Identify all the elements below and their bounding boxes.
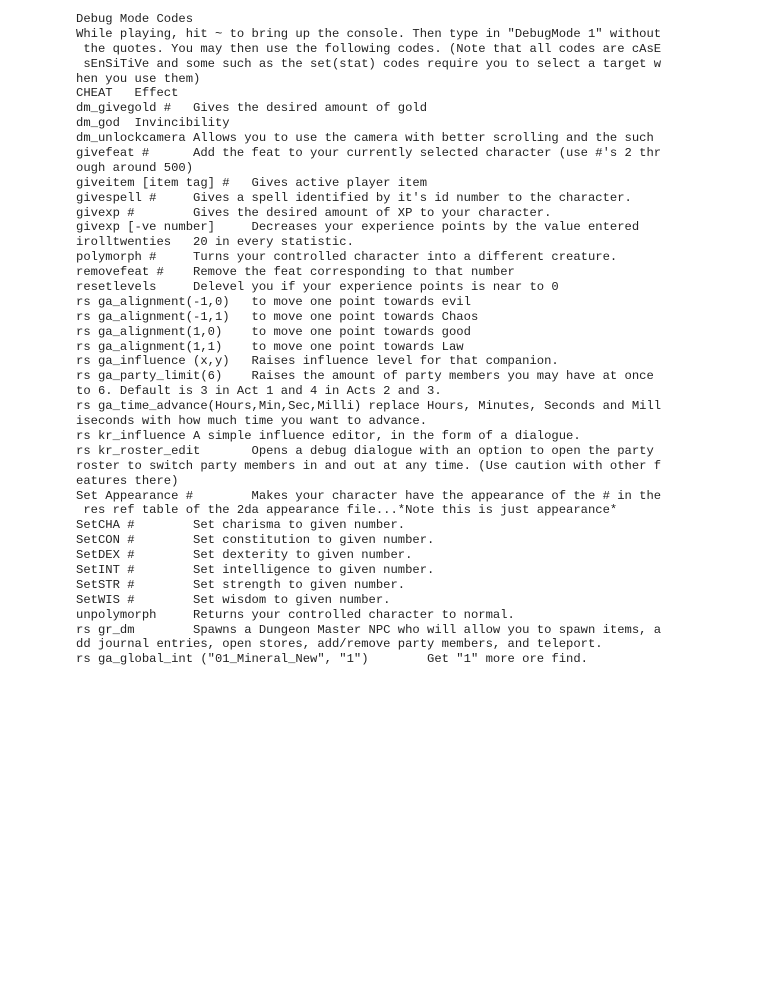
text-line: givexp [-ve number] Decreases your experience points by the value entered [76,220,640,235]
text-line: dm_unlockcamera Allows you to use the camera with better scrolling and the such [76,131,654,146]
text-line: SetDEX # Set dexterity to given number. [76,548,413,563]
text-line: dm_god Invincibility [76,116,230,131]
text-line: irolltwenties 20 in every statistic. [76,235,354,250]
text-line: unpolymorph Returns your controlled character to normal. [76,607,515,622]
text-line: givexp # Gives the desired amount of XP to your character. [76,205,552,220]
text-line: roster to switch party members in and out at any time. (Use caution with other f [76,458,662,473]
text-line: removefeat # Remove the feat corresponding to that number [76,265,515,280]
text-line: SetCON # Set constitution to given number. [76,533,435,548]
text-line: SetCHA # Set charisma to given number. [76,518,406,533]
text-line: polymorph # Turns your controlled character into a different creature. [76,250,618,265]
text-line: CHEAT Effect [76,86,179,101]
text-line: eatures there) [76,473,179,488]
text-line: rs ga_alignment(-1,0) to move one point towards evil [76,294,471,309]
text-line: hen you use them) [76,71,201,86]
document-title: Debug Mode Codes [76,12,194,26]
text-line: SetINT # Set intelligence to given number. [76,562,435,577]
text-line: rs ga_party_limit(6) Raises the amount of party members you may have at once [76,369,654,384]
text-line: to 6. Default is 3 in Act 1 and 4 in Acts 2 and 3. [76,384,442,399]
text-line: sEnSiTiVe and some such as the set(stat) codes require you to select a target w [76,56,662,71]
text-line: rs ga_alignment(1,1) to move one point towards Law [76,339,464,354]
text-line: givespell # Gives a spell identified by it's id number to the character. [76,190,632,205]
text-line: dm_givegold # Gives the desired amount of gold [76,101,428,116]
text-line: ough around 500) [76,160,194,175]
text-line: dd journal entries, open stores, add/remove party members, and teleport. [76,637,603,652]
text-line: giveitem [item tag] # Gives active player item [76,175,428,190]
text-line: rs ga_alignment(-1,1) to move one point towards Chaos [76,309,479,324]
text-line: rs ga_alignment(1,0) to move one point towards good [76,324,471,339]
text-line: rs ga_global_int ("01_Mineral_New", "1") Get "1" more ore find. [76,652,588,667]
text-line: givefeat # Add the feat to your currently selected character (use #'s 2 thr [76,146,662,161]
text-line: SetSTR # Set strength to given number. [76,577,406,592]
text-line: resetlevels Delevel you if your experience points is near to 0 [76,280,559,295]
text-line: rs kr_influence A simple influence editor, in the form of a dialogue. [76,428,581,443]
debug-codes-document [76,12,736,667]
text-line: res ref table of the 2da appearance file...*Note this is just appearance* [76,503,618,518]
text-line: SetWIS # Set wisdom to given number. [76,592,391,607]
text-line: rs ga_influence (x,y) Raises influence level for that companion. [76,354,559,369]
text-line: iseconds with how much time you want to advance. [76,414,428,429]
text-line: the quotes. You may then use the following codes. (Note that all codes are cAsE [76,41,662,56]
text-line: rs ga_time_advance(Hours,Min,Sec,Milli) replace Hours, Minutes, Seconds and Mill [76,399,662,414]
text-line: Set Appearance # Makes your character have the appearance of the # in the [76,488,662,503]
text-line: While playing, hit ~ to bring up the console. Then type in "DebugMode 1" without [76,26,662,41]
text-line: rs gr_dm Spawns a Dungeon Master NPC who will allow you to spawn items, a [76,622,662,637]
text-line: rs kr_roster_edit Opens a debug dialogue with an option to open the party [76,443,654,458]
